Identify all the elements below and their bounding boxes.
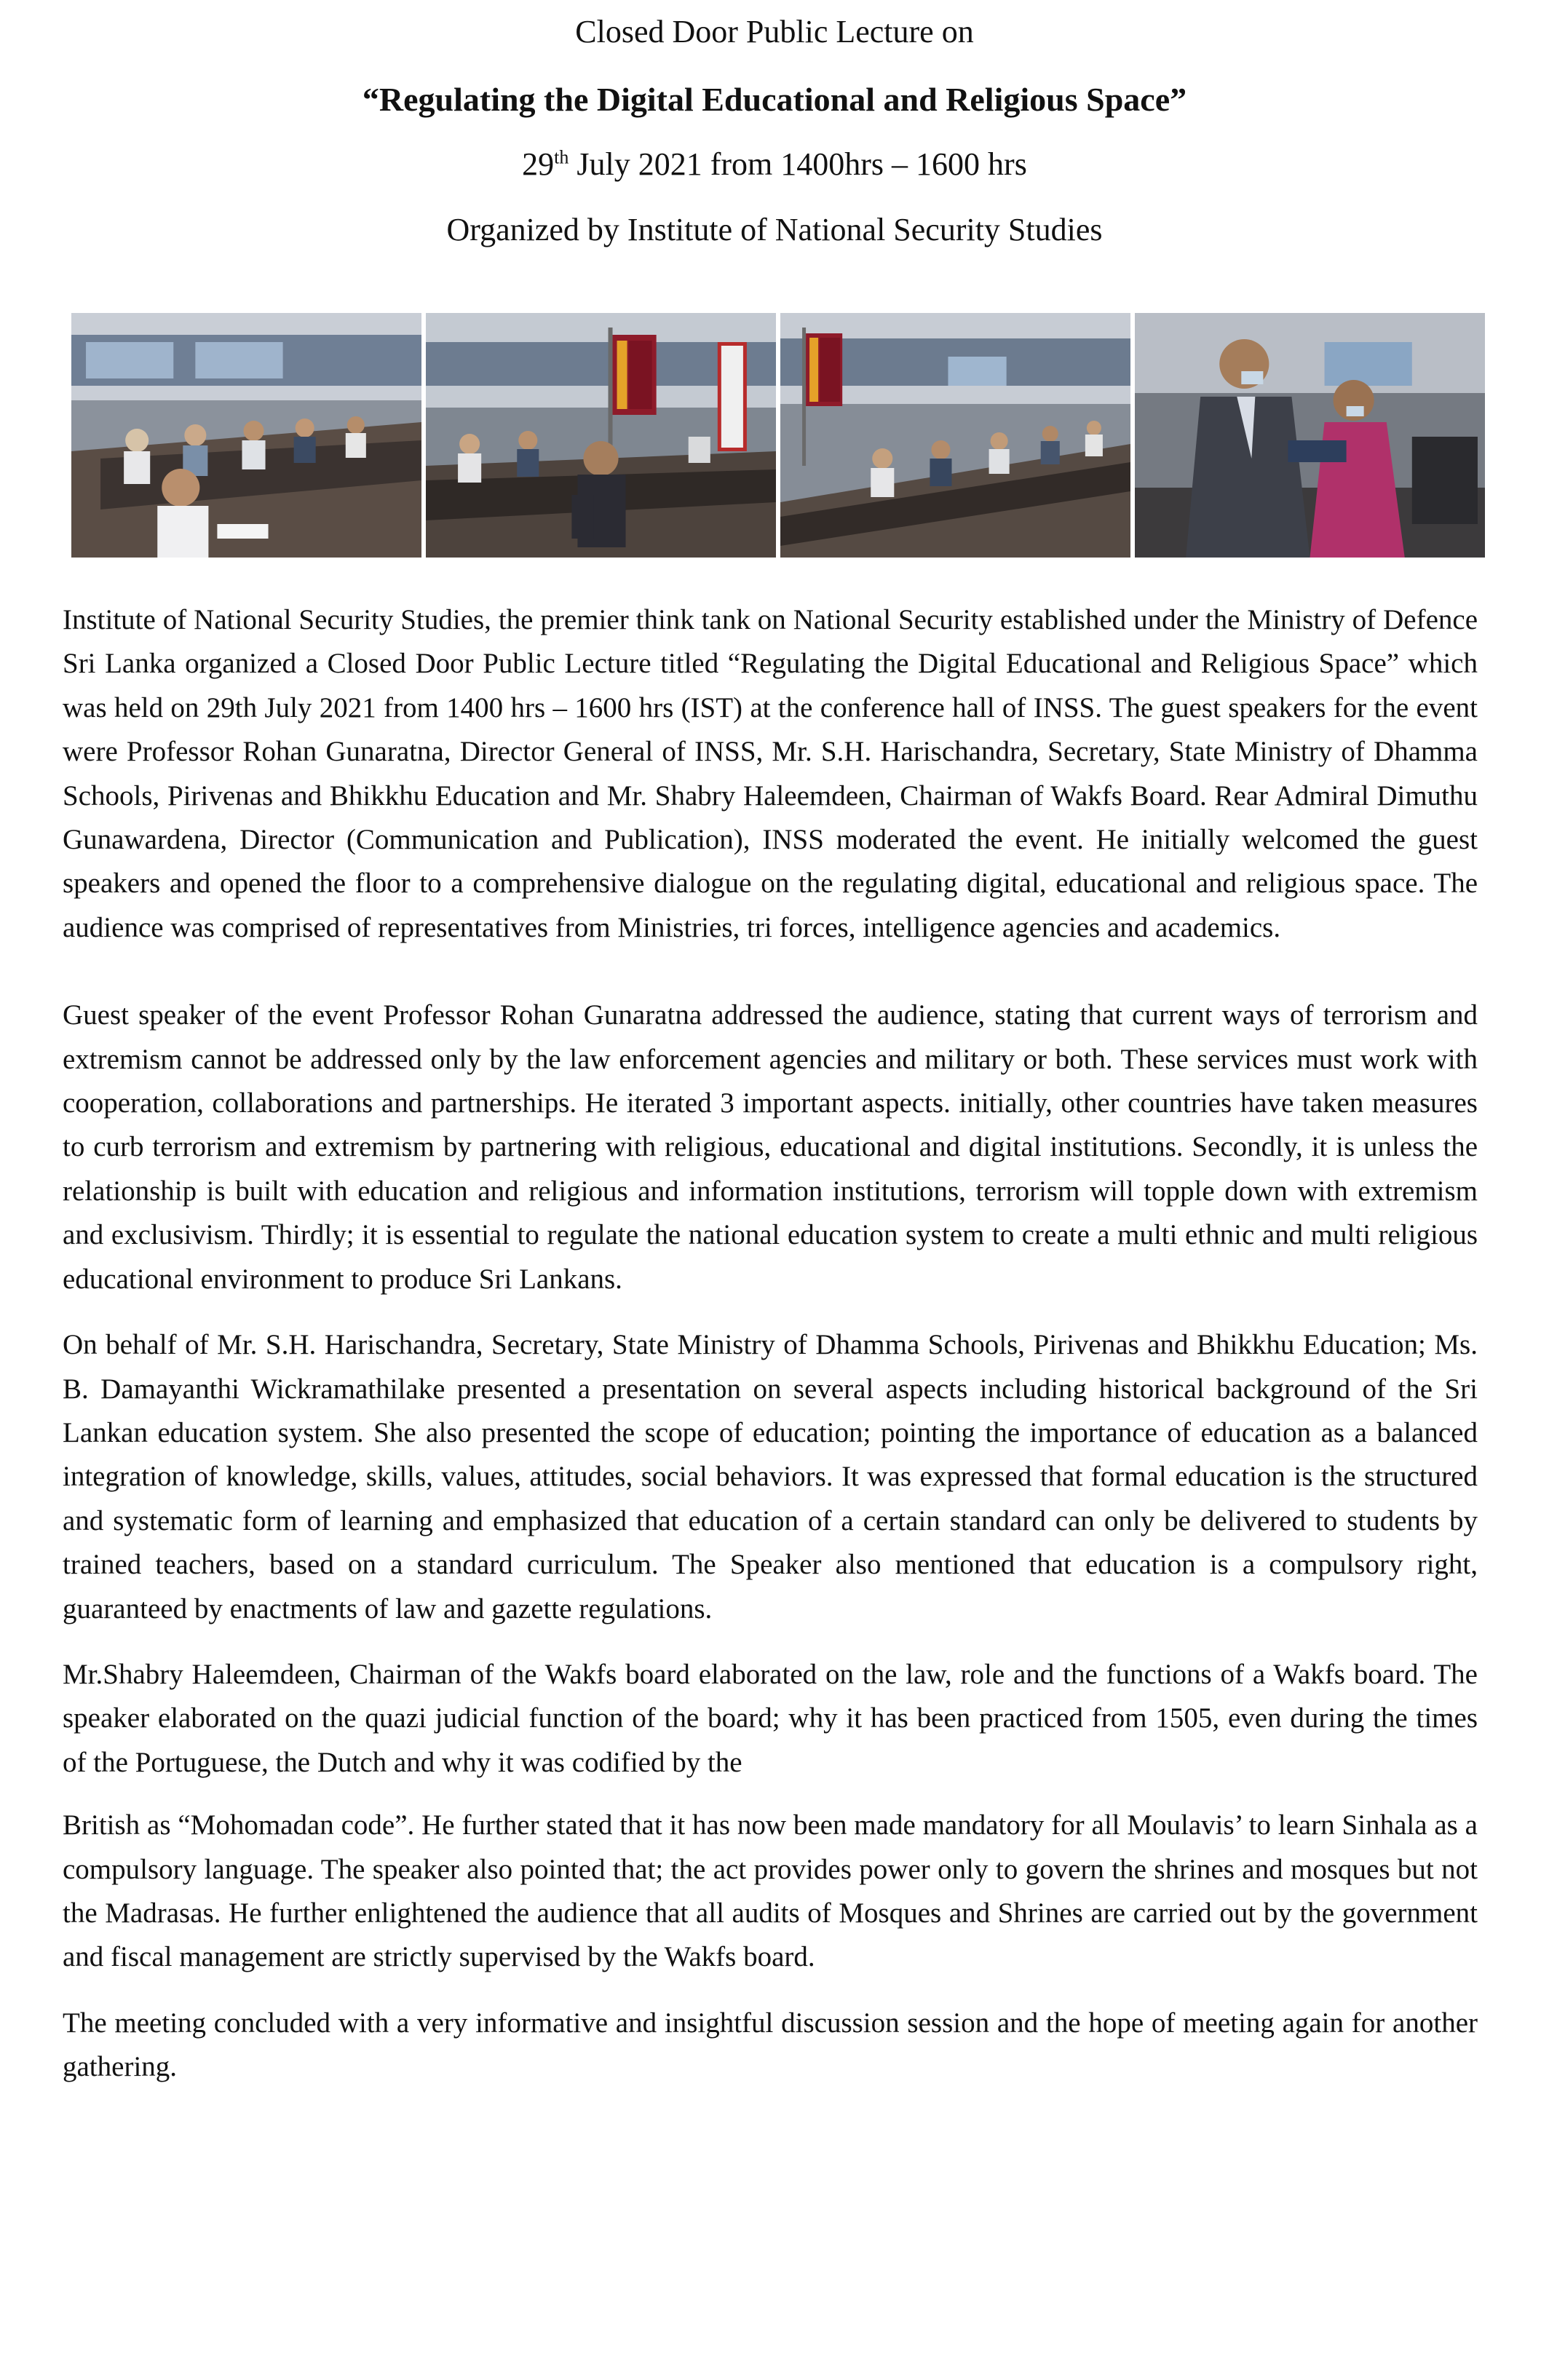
organizer: Organized by Institute of National Security Studies (446, 212, 1103, 247)
photo-presentation-handover (1135, 313, 1485, 558)
paragraph-4: Mr.Shabry Haleemdeen, Chairman of the Wakfs board elaborated on the law, role and the functions of a Wakfs board. The speaker elaborated on the quazi judicial function of the board; why it has been practiced from 1505, even during the times of the Portuguese, the Dutch and why it was codified by the (63, 1658, 1478, 1778)
event-date (0, 144, 1549, 185)
paragraph-2: Guest speaker of the event Professor Rohan Gunaratna addressed the audience, stating that current ways of terrorism and extremism cannot be addressed only by the law enforcement agencies and military or both. These services must work with cooperation, collaborations and partnerships. He iterated 3 important aspects. initially, other countries have taken measures to curb terrorism and extremism by partnering with religious, educational and digital institutions. Secondly, it is unless the relationship is built with education and religious and information institutions, terrorism will topple down with extremism and exclusivism. Thirdly; it is essential to regulate the national education system to create a multi ethnic and multi religious educational environment to produce Sri Lankans. (63, 999, 1478, 1295)
paragraph-3: On behalf of Mr. S.H. Harischandra, Secretary, State Ministry of Dhamma Schools, Pirivenas and Bhikkhu Education; Ms. B. Damayanthi Wickramathilake presented a presentation on several aspects including historical background of the Sri Lankan education system. She also presented the scope of education; pointing the importance of education as a balanced integration of knowledge, skills, values, attitudes, social behaviors. It was expressed that formal education is the structured and systematic form of learning and emphasized that education of a certain standard can only be delivered to students by trained teachers, based on a standard curriculum. The Speaker also mentioned that education is a compulsory right, guaranteed by enactments of law and gazette regulations. (63, 1329, 1478, 1625)
date-rest: July 2021 from 1400hrs – 1600 hrs (569, 146, 1027, 182)
event-type: Closed Door Public Lecture on (575, 14, 974, 49)
photo-conference-room-left (71, 313, 421, 558)
paragraph-1: Institute of National Security Studies, the premier think tank on National Security established under the Ministry of Defence Sri Lanka organized a Closed Door Public Lecture titled “Regulating the Digital Educational and Religious Space” which was held on 29th July 2021 from 1400 hrs – 1600 hrs (IST) at the conference hall of INSS. The guest speakers for the event were Professor Rohan Gunaratna, Director General of INSS, Mr. S.H. Harischandra, Secretary, State Ministry of Dhamma Schools, Pirivenas and Bhikkhu Education and Mr. Shabry Haleemdeen, Chairman of Wakfs Board. Rear Admiral Dimuthu Gunawardena, Director (Communication and Publication), INSS moderated the event. He initially welcomed the guest speakers and opened the floor to a comprehensive dialogue on the regulating digital, educational and religious space. The audience was comprised of representatives from Ministries, tri forces, intelligence agencies and academics. (63, 604, 1478, 943)
paragraph-5: British as “Mohomadan code”. He further stated that it has now been made mandatory for all Moulavis’ to learn Sinhala as a compulsory language. The speaker also pointed that; the act provides power only to govern the shrines and mosques but not the Madrasas. He further enlightened the audience that all audits of Mosques and Shrines are carried out by the government and fiscal management are strictly supervised by the Wakfs board. (63, 1809, 1478, 1973)
date-suffix: th (554, 146, 569, 168)
photo-conference-room-flag (426, 313, 776, 558)
paragraph-6: The meeting concluded with a very informative and insightful discussion session and the hope of meeting again for another gathering. (63, 2007, 1478, 2083)
date-day: 29 (522, 146, 555, 182)
photo-strip (71, 313, 1485, 558)
page-title: “Regulating the Digital Educational and Religious Space” (362, 81, 1187, 118)
photo-conference-room-wide (780, 313, 1130, 558)
article-body (63, 598, 1478, 2090)
